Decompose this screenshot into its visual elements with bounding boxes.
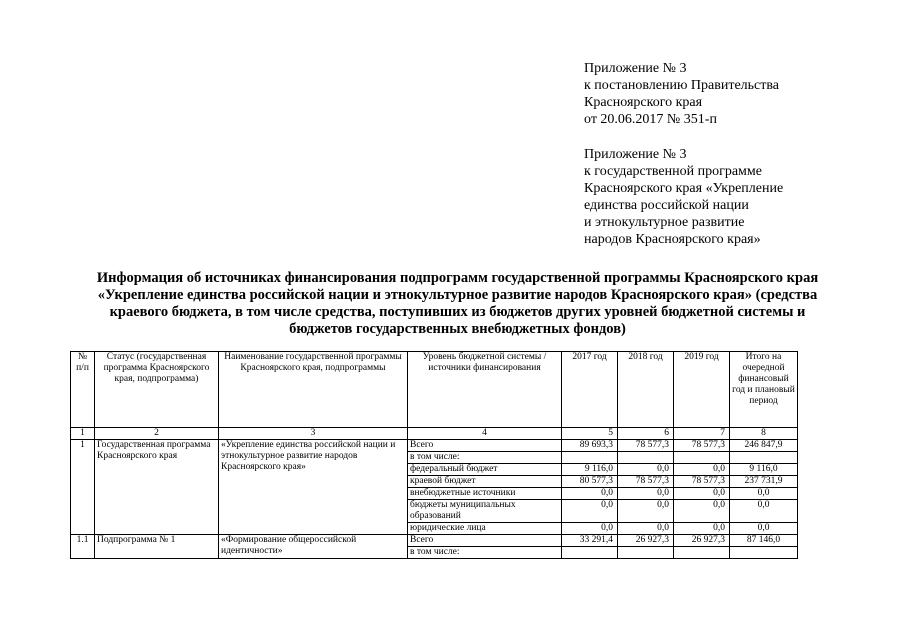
value-total: 0,0	[730, 500, 798, 523]
value-2017: 9 116,0	[562, 464, 618, 476]
header-no: № п/п	[71, 352, 95, 428]
row-number: 1	[71, 440, 95, 535]
value-2019: 0,0	[674, 523, 730, 535]
value-2019: 78 577,3	[674, 440, 730, 452]
table-row	[71, 535, 798, 547]
value-2019: 78 577,3	[674, 476, 730, 488]
row-number: 1.1	[71, 535, 95, 559]
value-total: 237 731,9	[730, 476, 798, 488]
row-status: Государственная программа Красноярского края	[95, 440, 219, 535]
appendix-line: народов Красноярского края»	[584, 232, 761, 247]
header-total: Итого на очередной финансовый год и плановый период	[730, 352, 798, 428]
title-line: «Укрепление единства российской нации и этнокультурное развитие народов Красноярского края» (средства	[97, 287, 818, 303]
column-number: 1	[71, 428, 95, 440]
value-total	[730, 547, 798, 559]
value-total: 0,0	[730, 488, 798, 500]
source-label: бюджеты муниципальных образований	[408, 500, 562, 523]
value-2018: 78 577,3	[618, 476, 674, 488]
appendix-line: к государственной программе	[584, 164, 762, 179]
row-status: Подпрограмма № 1	[95, 535, 219, 559]
value-2018: 0,0	[618, 523, 674, 535]
column-number: 5	[562, 428, 618, 440]
title-line: краевого бюджета, в том числе средства, поступивших из бюджетов других уровней бюджетной системы и	[109, 304, 806, 320]
column-number: 2	[95, 428, 219, 440]
row-name: «Формирование общероссийской идентичности»	[219, 535, 408, 559]
column-number: 4	[408, 428, 562, 440]
value-2018: 78 577,3	[618, 440, 674, 452]
value-2017: 89 693,3	[562, 440, 618, 452]
value-total: 87 146,0	[730, 535, 798, 547]
value-2017: 33 291,4	[562, 535, 618, 547]
value-total: 9 116,0	[730, 464, 798, 476]
column-number: 3	[219, 428, 408, 440]
table-header-row	[71, 352, 798, 428]
value-2019: 26 927,3	[674, 535, 730, 547]
value-2019: 0,0	[674, 488, 730, 500]
appendix-government-decree	[584, 60, 779, 128]
value-2017: 0,0	[562, 488, 618, 500]
source-label: федеральный бюджет	[408, 464, 562, 476]
value-2019	[674, 547, 730, 559]
appendix-line: Красноярского края «Укрепление	[584, 181, 784, 196]
header-level: Уровень бюджетной системы / источники финансирования	[408, 352, 562, 428]
row-name: «Укрепление единства российской нации и этнокультурное развитие народов Красноярского края»	[219, 440, 408, 535]
value-2017: 0,0	[562, 523, 618, 535]
appendix-line: Приложение № 3	[584, 61, 687, 76]
value-2017	[562, 547, 618, 559]
value-total: 0,0	[730, 523, 798, 535]
title-line: бюджетов государственных внебюджетных фондов)	[289, 321, 626, 337]
source-label: в том числе:	[408, 547, 562, 559]
title-line: Информация об источниках финансирования подпрограмм государственной программы Красноярского края	[96, 270, 819, 286]
header-status: Статус (государственная программа Красноярского края, подпрограмма)	[95, 352, 219, 428]
value-2019: 0,0	[674, 464, 730, 476]
header-name: Наименование государственной программы Красноярского края, подпрограммы	[219, 352, 408, 428]
value-2018	[618, 452, 674, 464]
source-label: в том числе:	[408, 452, 562, 464]
appendix-line: Красноярского края	[584, 95, 703, 110]
value-total: 246 847,9	[730, 440, 798, 452]
appendix-line: от 20.06.2017 № 351-п	[584, 112, 717, 127]
value-2018: 0,0	[618, 500, 674, 523]
document-title	[70, 270, 845, 338]
header-2019: 2019 год	[674, 352, 730, 428]
value-total	[730, 452, 798, 464]
source-label: юридические лица	[408, 523, 562, 535]
appendix-line: и этнокультурное развитие	[584, 215, 745, 230]
value-2018	[618, 547, 674, 559]
value-2017: 0,0	[562, 500, 618, 523]
appendix-state-program	[584, 146, 783, 248]
value-2017: 80 577,3	[562, 476, 618, 488]
appendix-line: к постановлению Правительства	[584, 78, 780, 93]
source-label: Всего	[408, 440, 562, 452]
column-number: 6	[618, 428, 674, 440]
value-2018: 0,0	[618, 488, 674, 500]
column-number: 7	[674, 428, 730, 440]
source-label: краевой бюджет	[408, 476, 562, 488]
source-label: Всего	[408, 535, 562, 547]
header-2018: 2018 год	[618, 352, 674, 428]
appendix-line: единства российской нации	[584, 198, 749, 213]
column-number-row	[71, 428, 798, 440]
table-row	[71, 440, 798, 452]
source-label: внебюджетные источники	[408, 488, 562, 500]
value-2019: 0,0	[674, 500, 730, 523]
value-2019	[674, 452, 730, 464]
header-2017: 2017 год	[562, 352, 618, 428]
value-2018: 0,0	[618, 464, 674, 476]
financing-table	[70, 351, 798, 559]
column-number: 8	[730, 428, 798, 440]
value-2017	[562, 452, 618, 464]
value-2018: 26 927,3	[618, 535, 674, 547]
appendix-line: Приложение № 3	[584, 147, 687, 162]
